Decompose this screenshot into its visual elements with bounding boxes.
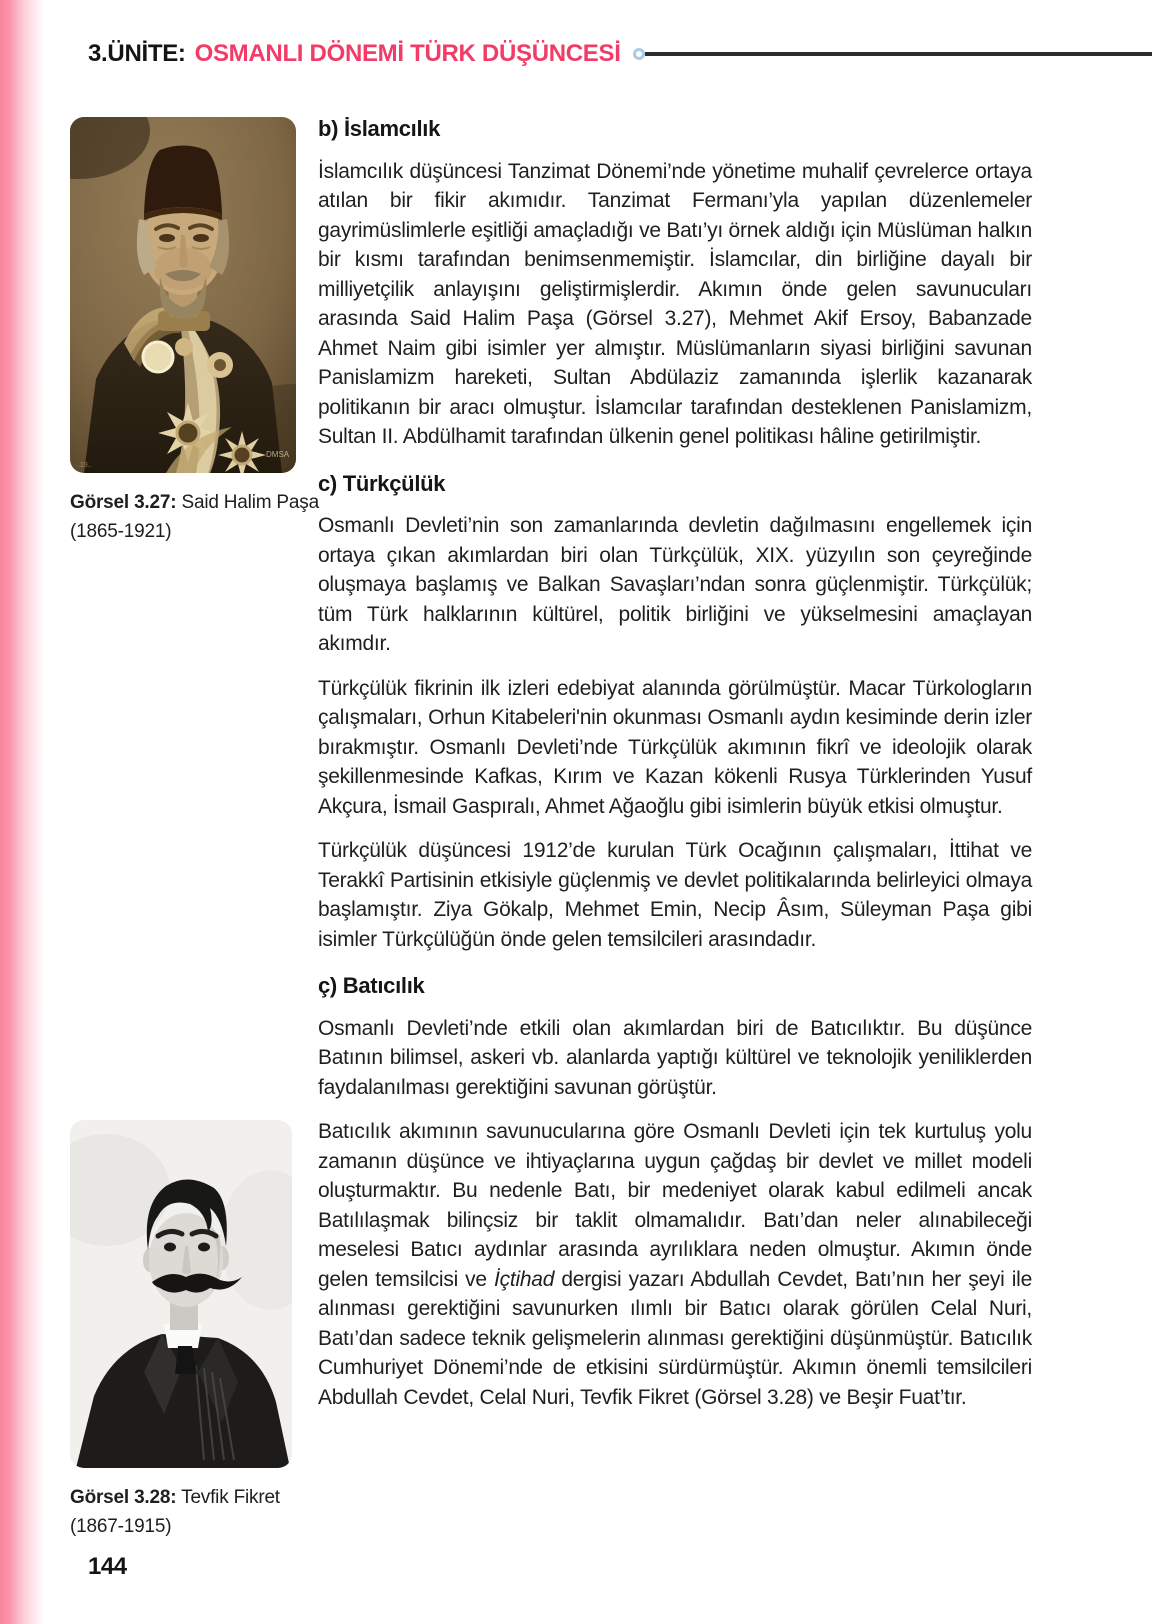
figure-tevfik-fikret <box>70 1120 322 1541</box>
paragraph-text: dergisi yazarı Abdullah Cevdet, Batı’nın her şeyi ile alınması gerektiğini savunurken ılımlı bir Batıcı olarak görülen Celal Nuri, Batı’dan sadece teknik gelişmelerin alınması gerektiğini düşünmüştür. Batıcılık Cumhuriyet Dönemi’nde de etkisini sürdürmüştür. Akımın önemli temsilcileri Abdullah Cevdet, Celal Nuri, Tevfik Fikret (Görsel 3.28) ve Beşir Fuat’tır. <box>318 1267 1033 1409</box>
figure-caption <box>70 488 322 546</box>
said-halim-pasa-portrait-illustration <box>70 117 296 473</box>
tevfik-fikret-portrait-photo <box>70 1120 292 1468</box>
unit-header <box>88 40 1152 68</box>
caption-text: Said Halim Paşa (1865-1921) <box>70 492 319 542</box>
paragraph-turkculuk-3: Türkçülük düşüncesi 1912’de kurulan Türk Ocağının çalışmaları, İttihat ve Terakkî Partisinin etkisiyle güçlenmiş ve devlet politikalarında belirleyici olmaya başlamıştır. Ziya Gökalp, Mehmet Emin, Necip Âsım, Süleyman Paşa gibi isimler Türkçülüğün önde gelen temsilcileri arasındadır. <box>318 839 1032 951</box>
svg-text:.19..: .19.. <box>78 462 92 469</box>
paragraph-baticilik-2 <box>318 1117 1032 1412</box>
paragraph-turkculuk-2: Türkçülük fikrinin ilk izleri edebiyat alanında görülmüştür. Macar Türkologların çalışmaları, Orhun Kitabeleri'nin okunması Osmanlı aydın kesiminde derin izler bırakmıştır. Osmanlı Devleti’nde Türkçülük akımının fikrî ve ideolojik olarak şekillenmesinde Kafkas, Kırım ve Kazan kökenli Rusya Türklerinden Yusuf Akçura, İsmail Gaspıralı, Ahmet Ağaoğlu gibi isimlerin büyük etkisi olmuştur. <box>318 676 1032 818</box>
section-heading-baticilik: ç) Batıcılık <box>318 973 425 998</box>
unit-title: OSMANLI DÖNEMİ TÜRK DÜŞÜNCESİ <box>194 40 621 67</box>
paragraph-text: Batıcılık akımının savunucularına göre Osmanlı Devleti için tek kurtuluş yolu zamanın düşünce ve ihtiyaçlarına uygun çağdaş bir devlet ve millet modeli oluşturmaktır. Bu nedenle Batı, bir medeniyet olarak kabul edilmeli ancak Batılılaşmak bilinçsiz bir taklit olmamalıdır. Batı’dan neler alınabileceği meselesi Batıcı aydınlar arasında ayrılıklara neden olmuştur. Akımın önde gelen temsilcisi ve <box>318 1120 1032 1291</box>
ring-icon <box>633 48 645 60</box>
main-text-column <box>318 112 1032 1412</box>
svg-text:DMSA: DMSA <box>266 450 290 459</box>
paragraph-baticilik-1: Osmanlı Devleti’nde etkili olan akımlardan biri de Batıcılıktır. Bu düşünce Batının bilimsel, askeri vb. alanlarda yaptığı kültürel ve teknolojik yeniliklerden faydalanılması gerektiğini savunan görüştür. <box>318 1016 1032 1099</box>
journal-name-italic: İçtihad <box>494 1267 555 1291</box>
left-edge-band <box>0 0 46 1624</box>
paragraph-islamcilik-1: İslamcılık düşüncesi Tanzimat Dönemi’nde yönetime muhalif çevrelerce ortaya atılan bir fikir akımıdır. Tanzimat Fermanı’yla yapılan düzenlemeler gayrimüslimlerle eşitliği amaçladığı ve Batı’yı örnek aldığı için Müslüman halkın bir kısmı tarafından benimsenmemiştir. İslamcılar, din birliğine dayalı bir milliyetçilik anlayışını geliştirmişlerdir. Akımın önde gelen savunucuları arasında Said Halim Paşa (Görsel 3.27), Mehmet Akif Ersoy, Babanzade Ahmet Naim gibi isimler yer almıştır. Müslümanların siyasi birliğini savunan Panislamizm hareketi, Sultan Abdülaziz zamanında işlerlik kazanarak politikanın bir aracı olmuştur. İslamcılar tarafından desteklenen Panislamizm, Sultan II. Abdülhamit tarafından ülkenin genel politikası hâline getirilmiştir. <box>318 159 1032 448</box>
section-heading-turkculuk: c) Türkçülük <box>318 470 446 496</box>
page-number: 144 <box>88 1553 127 1580</box>
section-heading-islamcilik: b) İslamcılık <box>318 116 441 141</box>
header-rule <box>645 52 1152 56</box>
paragraph-turkculuk-1: Osmanlı Devleti’nin son zamanlarında devletin dağılmasını engellemek için ortaya çıkan akımlardan biri olan Türkçülük, XIX. yüzyılın son çeyreğinde oluşmaya başlamış ve Balkan Savaşları’ndan sonra güçlenmiştir. Türkçülük; tüm Türk halklarının kültürel, politik birliğini ve yükselmesini amaçlayan akımdır. <box>318 514 1032 655</box>
unit-label: 3.ÜNİTE: <box>88 40 186 67</box>
figure-said-halim-pasa <box>70 117 322 546</box>
figure-caption <box>70 1483 322 1541</box>
caption-label: Görsel 3.27: <box>70 492 177 513</box>
said-halim-pasa-portrait-photo <box>70 117 296 473</box>
caption-label: Görsel 3.28: <box>70 1487 177 1508</box>
caption-text: Tevfik Fikret (1867-1915) <box>70 1487 280 1537</box>
tevfik-fikret-portrait-illustration <box>70 1120 292 1468</box>
